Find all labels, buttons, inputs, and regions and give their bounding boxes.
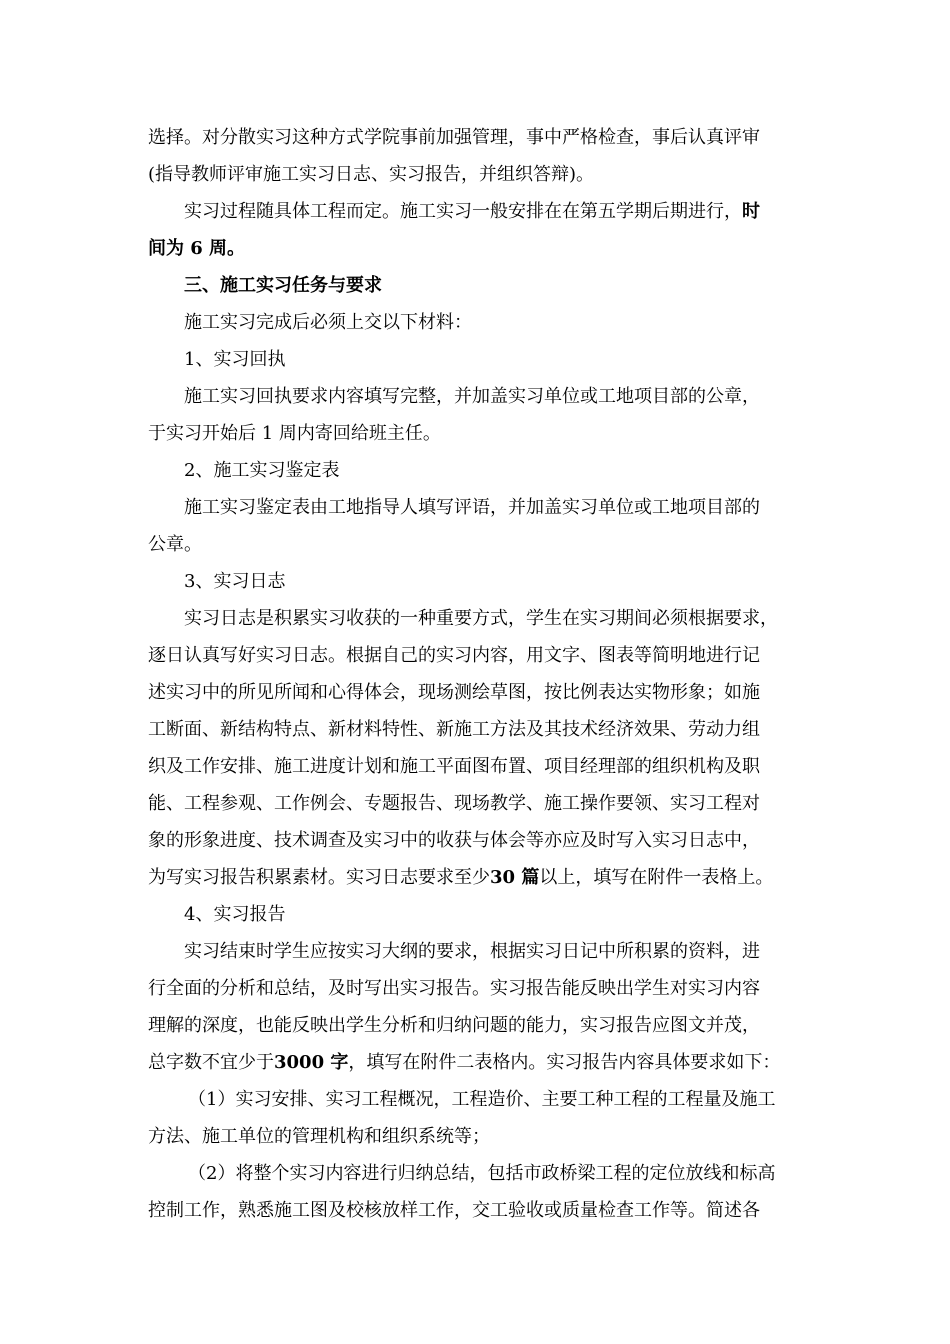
text-span: 实习过程随具体工程而定。施工实习一般安排在在第五学期后期进行，	[184, 201, 742, 222]
list-item-heading: 3、实习日志	[184, 571, 286, 592]
text-line: 能、工程参观、工作例会、专题报告、现场教学、施工操作要领、实习工程对	[148, 793, 760, 814]
text-line: 控制工作，熟悉施工图及校核放样工作，交工验收或质量检查工作等。简述各	[148, 1200, 760, 1221]
text-line	[148, 863, 828, 893]
section-heading: 三、施工实习任务与要求	[184, 275, 382, 296]
bold-text: 30 篇	[490, 867, 540, 888]
text-line: （1）实习安排、实习工程概况，工程造价、主要工种工程的工程量及施工	[188, 1089, 776, 1110]
text-line: 选择。对分散实习这种方式学院事前加强管理，事中严格检查，事后认真评审	[148, 127, 760, 148]
text-line: 行全面的分析和总结，及时写出实习报告。实习报告能反映出学生对实习内容	[148, 978, 760, 999]
bold-text: 3000 字	[274, 1052, 349, 1073]
text-line: （2）将整个实习内容进行归纳总结，包括市政桥梁工程的定位放线和标高	[188, 1163, 776, 1184]
bold-text: 时	[742, 201, 760, 222]
text-line: 公章。	[148, 534, 202, 555]
text-line: (指导教师评审施工实习日志、实习报告，并组织答辩)。	[148, 164, 595, 185]
list-item-heading: 2、施工实习鉴定表	[184, 460, 340, 481]
text-line: 织及工作安排、施工进度计划和施工平面图布置、项目经理部的组织机构及职	[148, 756, 760, 777]
text-line: 实习结束时学生应按实习大纲的要求，根据实习日记中所积累的资料，进	[184, 941, 760, 962]
text-line: 间为 6 周。	[148, 238, 246, 259]
text-line: 象的形象进度、技术调查及实习中的收获与体会等亦应及时写入实习日志中，	[148, 830, 760, 851]
text-line: 理解的深度，也能反映出学生分析和归纳问题的能力，实习报告应图文并茂，	[148, 1015, 760, 1036]
list-item-heading: 4、实习报告	[184, 904, 286, 925]
text-line: 实习日志是积累实习收获的一种重要方式，学生在实习期间必须根据要求，	[184, 608, 778, 629]
text-line: 述实习中的所见所闻和心得体会，现场测绘草图，按比例表达实物形象；如施	[148, 682, 760, 703]
text-line: 施工实习完成后必须上交以下材料：	[184, 312, 472, 333]
text-line	[148, 1048, 828, 1078]
text-span: 以上，填写在附件一表格上。	[539, 867, 774, 888]
text-span: 为写实习报告积累素材。实习日志要求至少	[148, 867, 490, 888]
text-line: 施工实习鉴定表由工地指导人填写评语，并加盖实习单位或工地项目部的	[184, 497, 760, 518]
text-line: 于实习开始后 1 周内寄回给班主任。	[148, 423, 441, 444]
text-line: 施工实习回执要求内容填写完整，并加盖实习单位或工地项目部的公章，	[184, 386, 760, 407]
list-item-heading: 1、实习回执	[184, 349, 286, 370]
text-line: 方法、施工单位的管理机构和组织系统等；	[148, 1126, 490, 1147]
text-line: 工断面、新结构特点、新材料特性、新施工方法及其技术经济效果、劳动力组	[148, 719, 760, 740]
text-span: 总字数不宜少于	[148, 1052, 274, 1073]
text-span: ，填写在附件二表格内。实习报告内容具体要求如下：	[348, 1052, 781, 1073]
text-line: 逐日认真写好实习日志。根据自己的实习内容，用文字、图表等简明地进行记	[148, 645, 760, 666]
text-line	[184, 197, 864, 227]
